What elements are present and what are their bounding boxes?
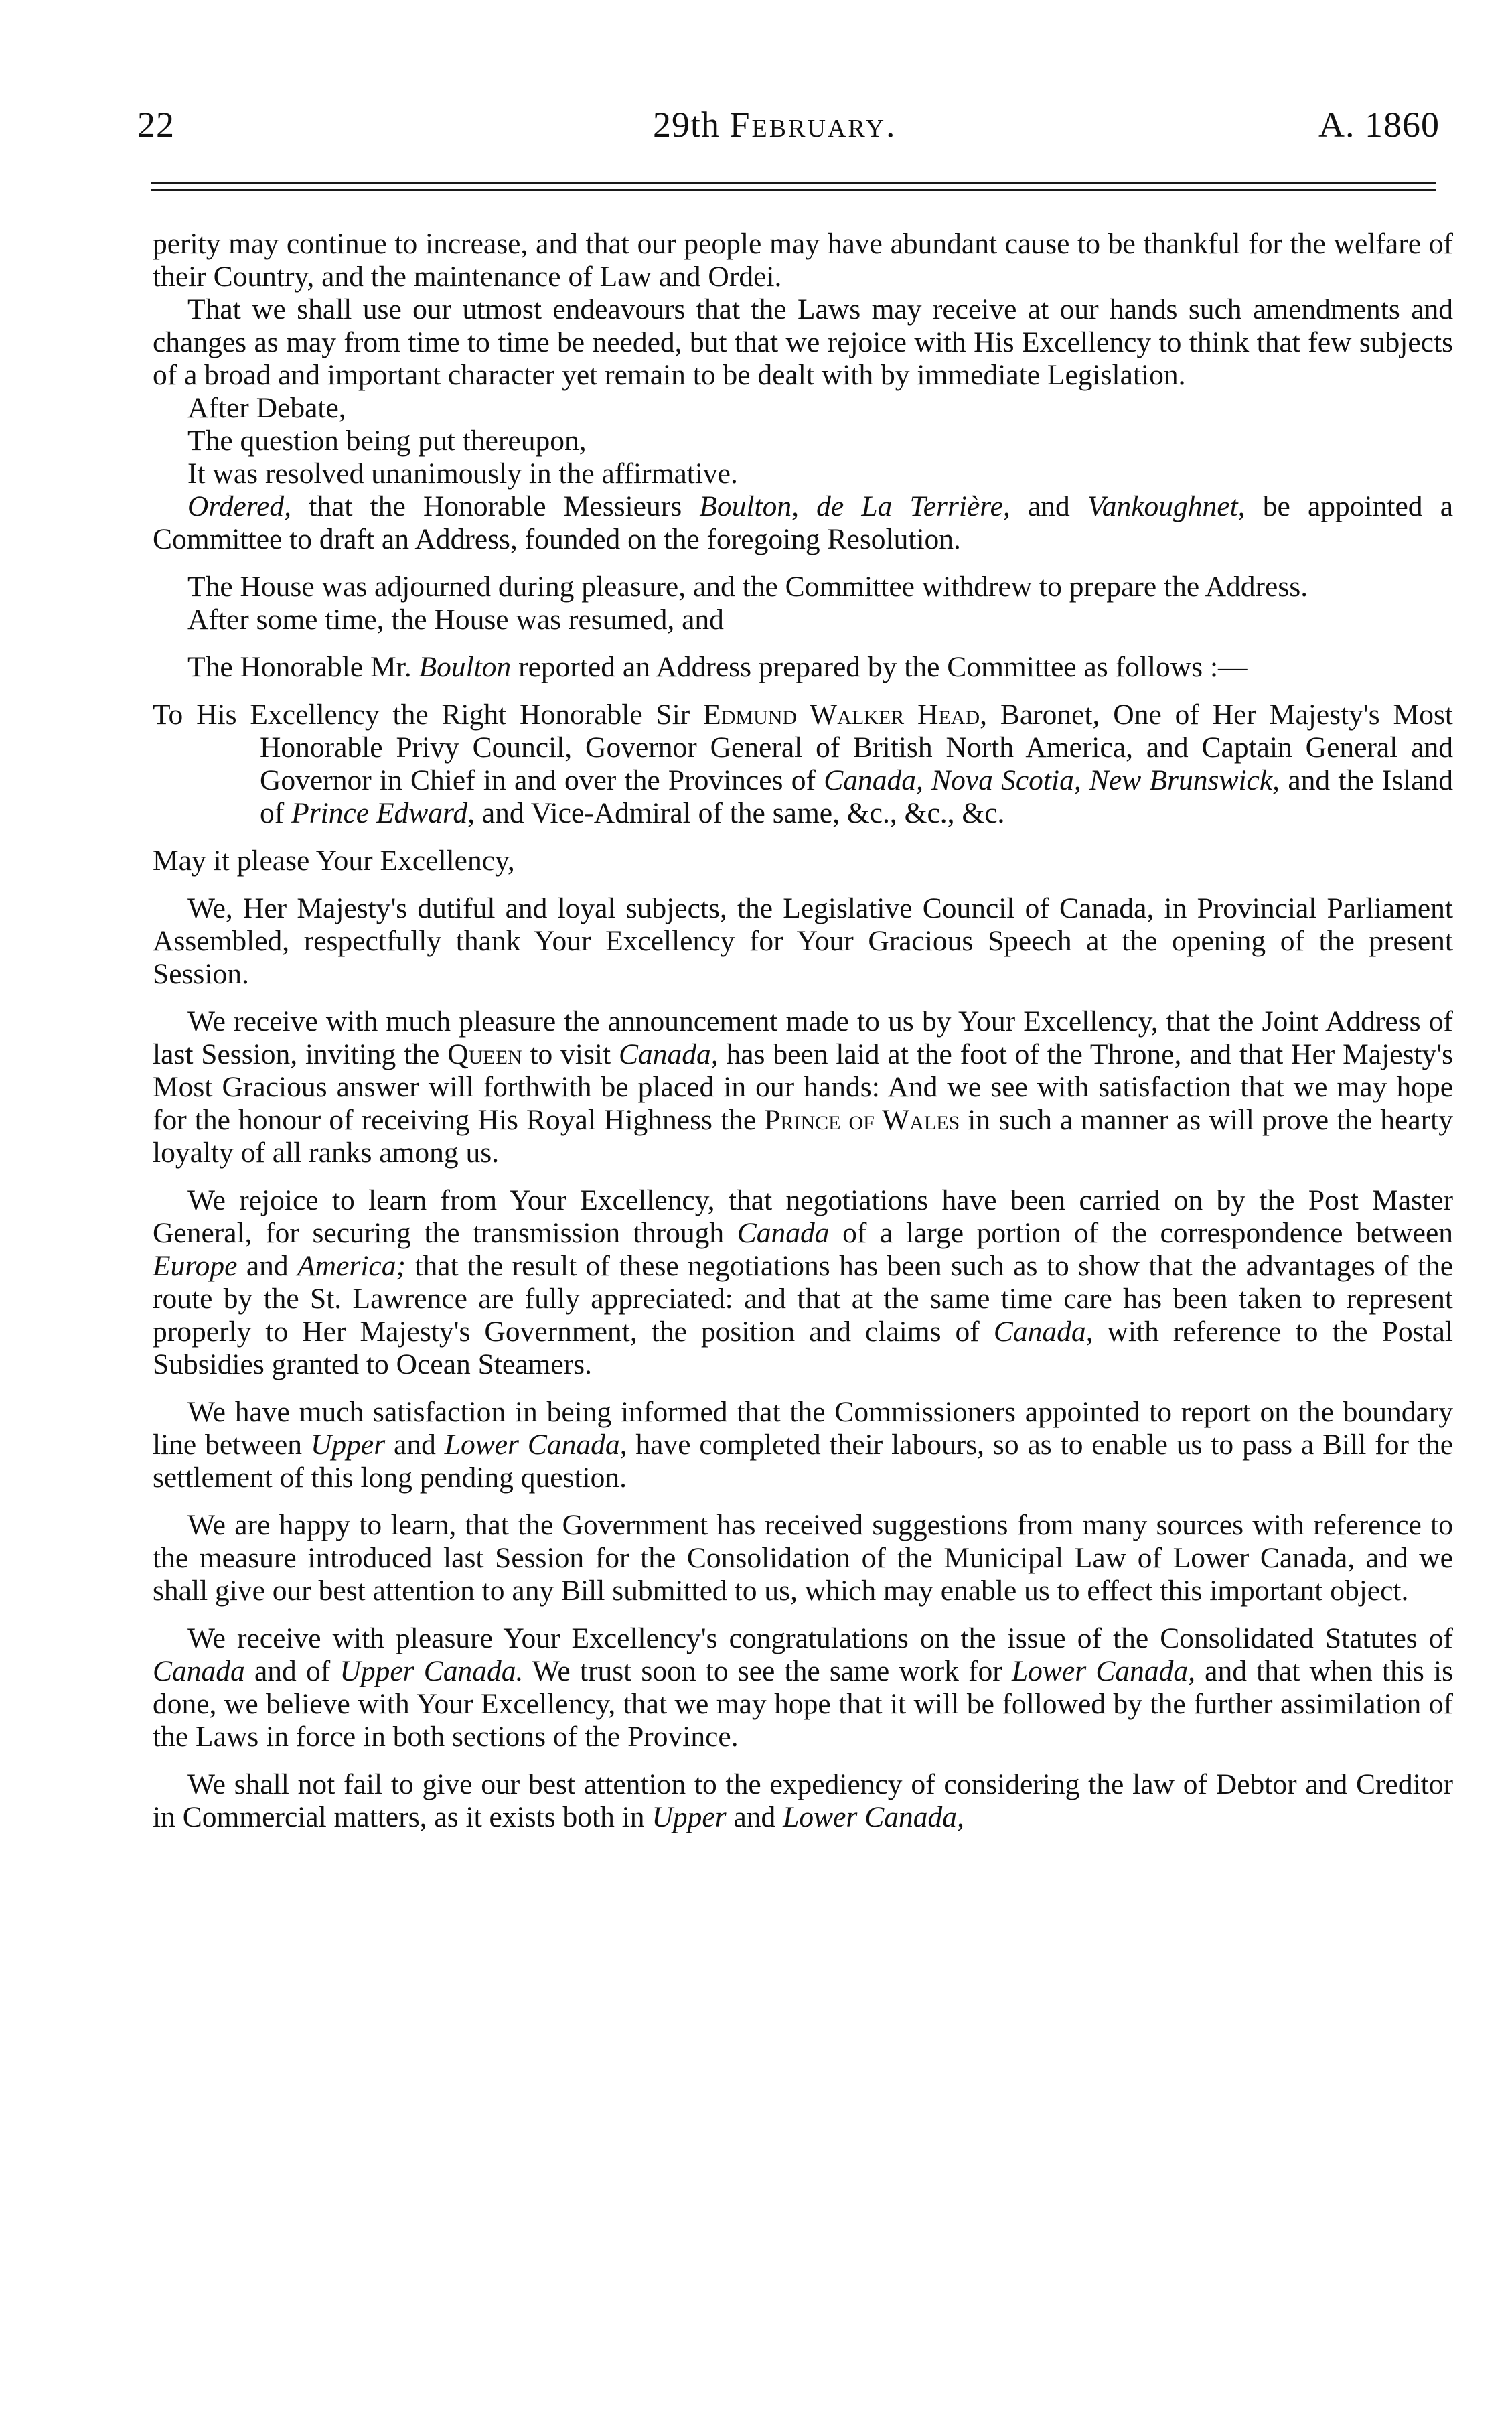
header-year: A. 1860: [1318, 104, 1440, 145]
address-paragraph: We have much satisfaction in being informed that the Commissioners appointed to report on the boundary line between Upper and Lower Canada, have completed their labours, so as to enable us to pass a Bill for the settlement of this long pending question.: [153, 1396, 1454, 1494]
page-number: 22: [137, 104, 175, 145]
header-date: [653, 104, 897, 145]
body-text: [153, 228, 1453, 1834]
address-paragraph: We shall not fail to give our best attention to the expediency of considering the law of Debtor and Creditor in Commercial matters, as it exists both in Upper and Lower Canada,: [153, 1768, 1453, 1833]
proceeding-line: The question being put thereupon,: [187, 425, 587, 457]
header-date-month: February.: [729, 104, 897, 145]
running-head: [137, 104, 1440, 164]
address-paragraph: We, Her Majesty's dutiful and loyal subjects, the Legislative Council of Canada, in Provincial Parliament Assembled, respectfully thank Your Excellency for Your Gracious Speech at the opening of the present Session.: [153, 892, 1453, 990]
order-word: Ordered,: [187, 490, 292, 522]
paragraph: perity may continue to increase, and that our people may have abundant cause to be thankful for the welfare of their Country, and the maintenance of Law and Ordei.: [153, 228, 1453, 293]
address-paragraph: We receive with much pleasure the announcement made to us by Your Excellency, that the Joint Address of last Session, inviting the Queen to visit Canada, has been laid at the foot of the Throne, and that Her Majesty's Most Gracious answer will forthwith be placed in our hands: And we see with satisfaction that we may hope for the honour of receiving His Royal Highness the Prince of Wales in such a manner as will prove the hearty loyalty of all ranks among us.: [153, 1005, 1454, 1169]
proceeding-line: It was resolved unanimously in the affirmative.: [187, 457, 738, 490]
paragraph: That we shall use our utmost endeavours that the Laws may receive at our hands such amendments and changes as may from time to time be needed, but that we rejoice with His Excellency to think that few subjects of a broad and important character yet remain to be dealt with by immediate Legislation.: [153, 293, 1453, 391]
address-paragraph: We rejoice to learn from Your Excellency, that negotiations have been carried on by the Post Master General, for securing the transmission through Canada of a large portion of the correspondence between Europe and America; that the result of these negotiations has been such as to show that the advantages of the route by the St. Lawrence are fully appreciated: and that at the same time care has been taken to represent properly to Her Majesty's Government, the position and claims of Canada, with reference to the Postal Subsidies granted to Ocean Steamers.: [153, 1184, 1454, 1380]
order-paragraph: Ordered, that the Honorable Messieurs Boulton, de La Terrière, and Vankoughnet, be appointed a Committee to draft an Address, founded on the foregoing Resolution.: [153, 490, 1454, 555]
proceeding-line: After Debate,: [187, 392, 346, 424]
address-paragraph: We are happy to learn, that the Government has received suggestions from many sources with reference to the measure introduced last Session for the Consolidation of the Municipal Law of Lower Canada, and we shall give our best attention to any Bill submitted to us, which may enable us to effect this important object.: [153, 1509, 1453, 1607]
header-date-day: 29th: [653, 104, 721, 145]
address-heading: To His Excellency the Right Honorable Sir Edmund Walker Head, Baronet, One of Her Majesty's Most Honorable Privy Council, Governor General of British North America, and Captain General and Governor in Chief in and over the Provinces of Canada, Nova Scotia, New Brunswick, and the Island of Prince Edward, and Vice-Admiral of the same, &c., &c., &c.: [153, 699, 1454, 829]
salutation: May it please Your Excellency,: [153, 845, 515, 877]
proceeding-line: After some time, the House was resumed, and: [187, 603, 724, 636]
header-rule-bottom: [151, 189, 1436, 191]
paragraph: The House was adjourned during pleasure, and the Committee withdrew to prepare the Address.: [187, 571, 1308, 603]
report-paragraph: The Honorable Mr. Boulton reported an Address prepared by the Committee as follows :—: [187, 651, 1248, 683]
address-paragraph: We receive with pleasure Your Excellency's congratulations on the issue of the Consolidated Statutes of Canada and of Upper Canada. We trust soon to see the same work for Lower Canada, and that when this is done, we believe with Your Excellency, that we may hope that it will be followed by the further assimilation of the Laws in force in both sections of the Province.: [153, 1622, 1454, 1753]
header-rule-top: [151, 182, 1436, 184]
